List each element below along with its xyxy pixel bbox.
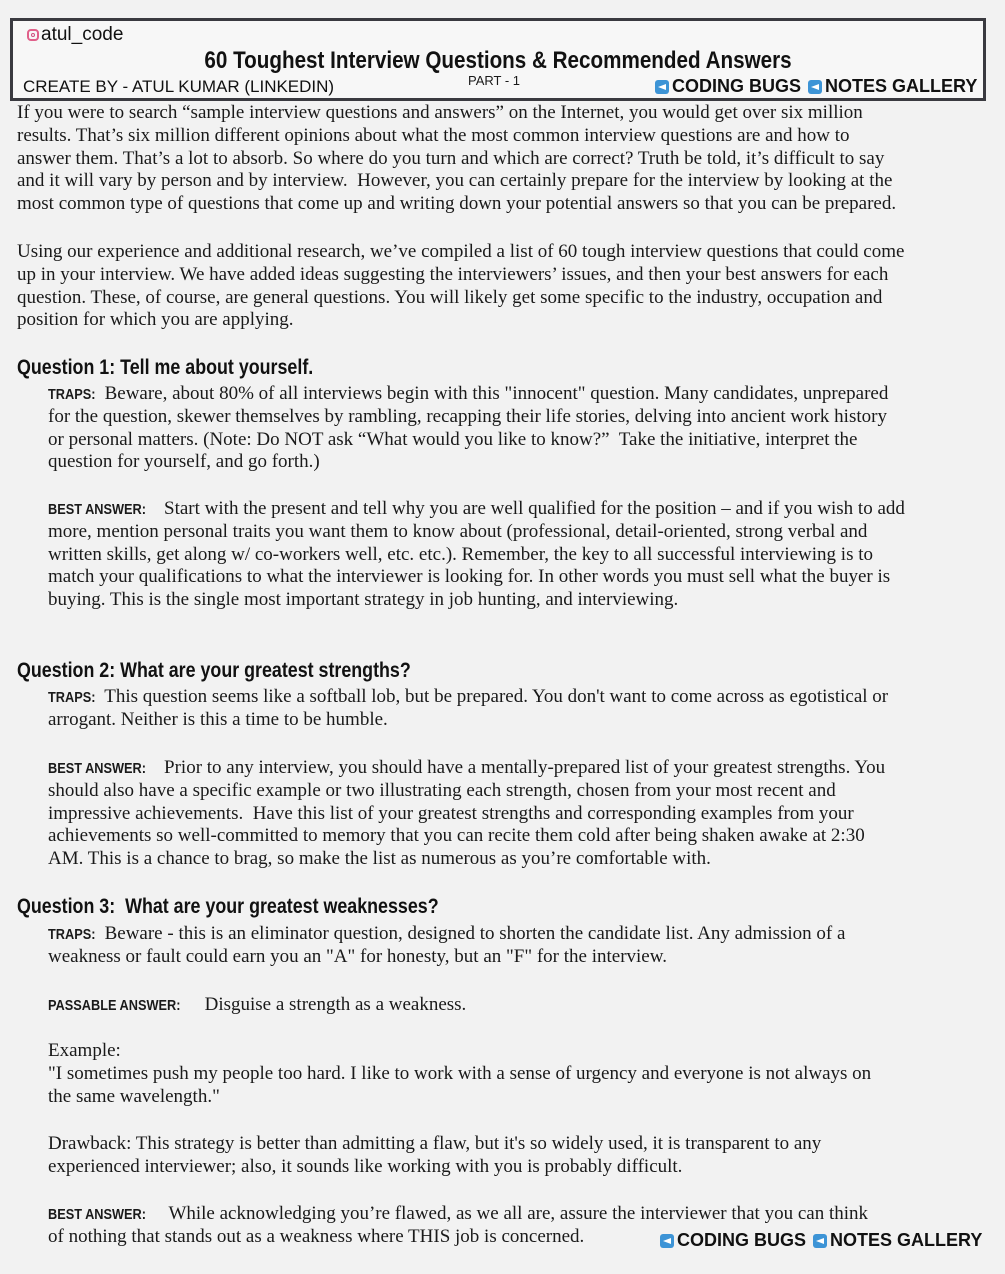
text-line: [17, 102, 896, 125]
text-line: [48, 848, 885, 871]
text-line: [17, 264, 904, 287]
brand-coding-bugs: CODING BUGS: [672, 76, 802, 96]
text-line: [48, 1203, 868, 1226]
line-text: achievements so well-committed to memory that you can recite them cold after being shaken awake at 2:30: [48, 825, 865, 847]
text-line: [48, 780, 885, 803]
question-2-heading: Question 2: What are your greatest strengths?: [17, 659, 411, 682]
text-line: [48, 451, 888, 474]
q2-traps: [48, 686, 888, 732]
line-text: Beware, about 80% of all interviews begin with this "innocent" question. Many candidates, unprepared: [99, 383, 889, 404]
q1-traps: [48, 383, 888, 474]
text-line: [48, 946, 845, 969]
part-label: PART - 1: [468, 73, 521, 88]
brand-coding-bugs: CODING BUGS: [677, 1230, 807, 1250]
line-text: and it will vary by person and by interview. However, you can certainly prepare for the interview by looking at the: [17, 170, 893, 192]
traps-label: TRAPS:: [48, 386, 96, 403]
footer-brands: [660, 1230, 982, 1251]
line-text: If you were to search “sample interview questions and answers” on the Internet, you would get over six million: [17, 102, 863, 123]
text-line: [48, 1156, 821, 1179]
line-text: Example:: [48, 1040, 121, 1061]
line-text: Disguise a strength as a weakness.: [199, 994, 467, 1015]
line-text: of nothing that stands out as a weakness where THIS job is concerned.: [48, 1225, 585, 1247]
text-line: [17, 241, 904, 264]
line-text: or personal matters. (Note: Do NOT ask “What would you like to know?” Take the initiative, interpret the: [48, 428, 858, 450]
line-text: weakness or fault could earn you an "A" for honesty, but an "F" for the interview.: [48, 945, 667, 967]
text-line: [48, 994, 466, 1017]
line-text: position for which you are applying.: [17, 309, 294, 331]
line-text: Beware - this is an eliminator question, designed to shorten the candidate list. Any admission of a: [99, 923, 846, 944]
telegram-icon: [655, 80, 669, 94]
line-text: While acknowledging you’re flawed, as we all are, assure the interviewer that you can think: [159, 1203, 869, 1224]
best-label: BEST ANSWER:: [48, 501, 146, 518]
text-line: [48, 686, 888, 709]
question-3-heading: Question 3: What are your greatest weaknesses?: [17, 895, 439, 918]
telegram-icon: [808, 80, 822, 94]
best-label: BEST ANSWER:: [48, 760, 146, 777]
text-line: [48, 498, 905, 521]
text-line: [48, 383, 888, 406]
line-text: This question seems like a softball lob, but be prepared. You don't want to come across as egotistical or: [99, 686, 889, 707]
brand-notes-gallery: NOTES GALLERY: [830, 1230, 983, 1250]
text-line: [17, 170, 896, 193]
text-line: [48, 803, 885, 826]
line-text: results. That’s six million different opinions about what the most common interview questions are and how to: [17, 124, 850, 146]
intro-paragraph-2: [17, 241, 904, 332]
text-line: [17, 193, 896, 216]
question-1-heading: Question 1: Tell me about yourself.: [17, 356, 314, 379]
line-text: impressive achievements. Have this list of your greatest strengths and corresponding examples from your: [48, 802, 854, 824]
q3-traps: [48, 923, 845, 969]
line-text: arrogant. Neither is this a time to be humble.: [48, 708, 388, 730]
text-line: [17, 287, 904, 310]
text-line: [17, 309, 904, 332]
line-text: Using our experience and additional research, we’ve compiled a list of 60 tough interview questions that could come: [17, 241, 905, 262]
text-line: [48, 589, 905, 612]
text-line: [17, 148, 896, 171]
line-text: question for yourself, and go forth.): [48, 451, 320, 473]
text-line: [48, 709, 888, 732]
traps-label: TRAPS:: [48, 689, 96, 706]
best-label: BEST ANSWER:: [48, 1206, 146, 1223]
text-line: [17, 125, 896, 148]
text-line: [48, 825, 885, 848]
text-line: [48, 1086, 871, 1109]
text-line: [48, 757, 885, 780]
line-text: up in your interview. We have added ideas suggesting the interviewers’ issues, and then your best answers for each: [17, 263, 889, 285]
text-line: [48, 1133, 821, 1156]
line-text: match your qualifications to what the interviewer is looking for. In other words you must sell what the buyer is: [48, 566, 891, 588]
line-text: "I sometimes push my people too hard. I like to work with a sense of urgency and everyone is not always on: [48, 1062, 872, 1084]
author-credit: CREATE BY - ATUL KUMAR (LINKEDIN): [23, 77, 335, 96]
text-line: [48, 923, 845, 946]
line-text: Drawback: This strategy is better than admitting a flaw, but it's so widely used, it is transparent to any: [48, 1133, 822, 1154]
line-text: for the question, skewer themselves by rambling, recapping their life stories, delving into ancient work history: [48, 405, 887, 427]
line-text: the same wavelength.": [48, 1085, 220, 1107]
telegram-icon: [660, 1234, 674, 1248]
page-title: 60 Toughest Interview Questions & Recommended Answers: [204, 47, 792, 74]
q2-best-answer: [48, 757, 885, 871]
text-line: [48, 429, 888, 452]
line-text: most common type of questions that come up and writing down your potential answers so that you can be prepared.: [17, 193, 897, 215]
text-line: [48, 544, 905, 567]
brand-notes-gallery: NOTES GALLERY: [825, 76, 978, 96]
text-line: [48, 406, 888, 429]
header-box: [10, 18, 986, 101]
line-text: experienced interviewer; also, it sounds like working with you is probably difficult.: [48, 1155, 683, 1177]
line-text: more, mention personal traits you want them to know about (professional, detail-oriented, strong verbal and: [48, 520, 868, 542]
traps-label: TRAPS:: [48, 926, 96, 943]
instagram-handle: [27, 24, 123, 46]
handle-text: atul_code: [41, 24, 124, 45]
text-line: [48, 1063, 871, 1086]
q1-best-answer: [48, 498, 905, 612]
telegram-icon: [813, 1234, 827, 1248]
q3-drawback: [48, 1133, 821, 1179]
text-line: [48, 1040, 871, 1063]
line-text: AM. This is a chance to brag, so make the list as numerous as you’re comfortable with.: [48, 848, 711, 870]
line-text: answer them. That’s a lot to absorb. So where do you turn and which are correct? Truth be told, it’s difficult to say: [17, 147, 885, 169]
line-text: written skills, get along w/ co-workers well, etc. etc.). Remember, the key to all successful interviewing is to: [48, 543, 873, 565]
text-line: [48, 566, 905, 589]
text-line: [48, 521, 905, 544]
line-text: question. These, of course, are general questions. You will likely get some specific to the industry, occupation and: [17, 286, 883, 308]
instagram-icon: [27, 29, 39, 41]
line-text: should also have a specific example or two illustrating each strength, chosen from your most recent and: [48, 779, 836, 801]
passable-label: PASSABLE ANSWER:: [48, 997, 181, 1014]
line-text: Prior to any interview, you should have a mentally-prepared list of your greatest strengths. You: [159, 757, 886, 778]
q3-example: [48, 1040, 871, 1108]
line-text: Start with the present and tell why you are well qualified for the position – and if you wish to add: [159, 498, 905, 519]
header-brands: [655, 76, 977, 97]
intro-paragraph-1: [17, 102, 896, 216]
line-text: buying. This is the single most important strategy in job hunting, and interviewing.: [48, 589, 679, 611]
q3-passable-answer: [48, 994, 466, 1017]
